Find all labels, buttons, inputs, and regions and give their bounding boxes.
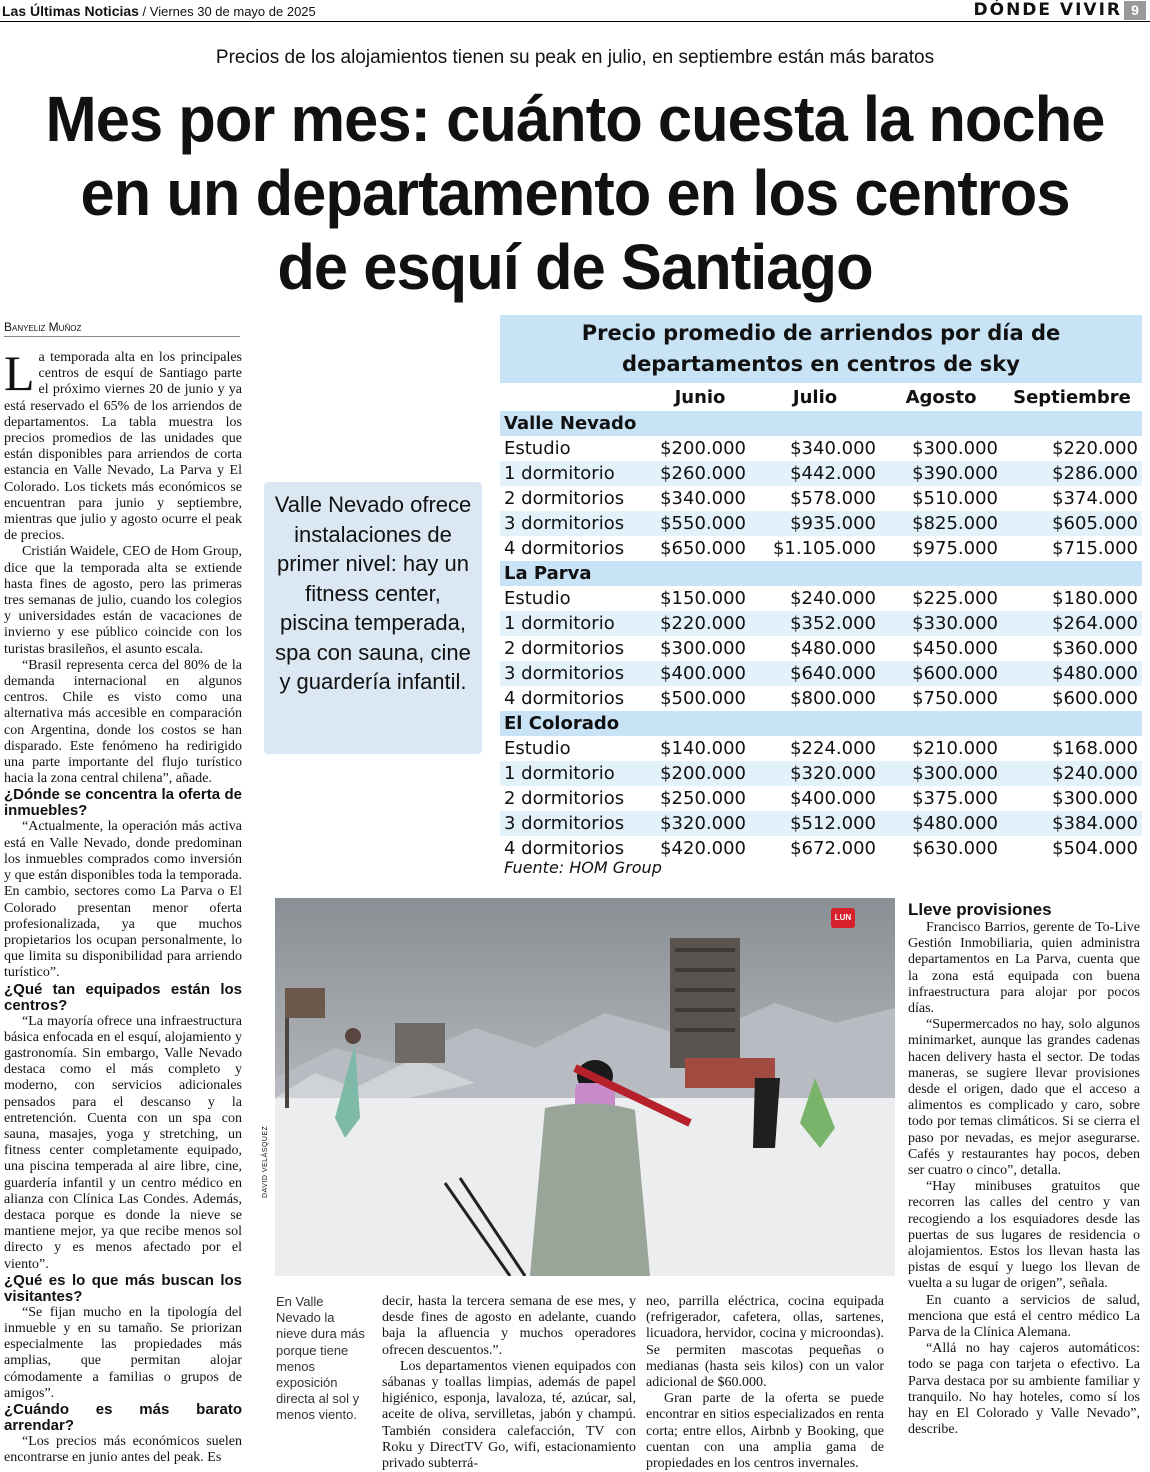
- price-cell: $286.000: [1002, 461, 1142, 486]
- subheading: Lleve provisiones: [908, 900, 1052, 919]
- price-cell: $168.000: [1052, 738, 1138, 759]
- table-row: [500, 811, 1142, 836]
- article-column-4: [646, 1294, 884, 1470]
- price-cell: $800.000: [790, 688, 876, 709]
- table-row: [500, 511, 1142, 536]
- unit-type-cell: 4 dormitorios: [504, 838, 625, 859]
- page-number: 9: [1124, 1, 1146, 20]
- price-cell: $180.000: [1052, 588, 1138, 609]
- unit-type-cell: 1 dormitorio: [500, 461, 650, 486]
- subheading: ¿Qué es lo que más buscan los visitantes?: [4, 1271, 242, 1305]
- unit-type-cell: 4 dormitorios: [504, 538, 625, 559]
- price-cell: $825.000: [880, 511, 1002, 536]
- table-row: [500, 786, 1142, 811]
- unit-type-cell: 4 dormitorios: [504, 688, 625, 709]
- unit-type-cell: 2 dormitorios: [504, 638, 625, 659]
- article-paragraph: Gran parte de la oferta se puede encontrar en sitios especializados en renta corta; entre ellos, Airbnb y Booking, que cuentan con una amplia gama de propiedades en los centros invernales.: [646, 1391, 884, 1470]
- table-group-row: [500, 561, 1142, 586]
- price-cell: $340.000: [790, 438, 876, 459]
- photo-illustration: [275, 898, 895, 1276]
- price-cell: $400.000: [790, 788, 876, 809]
- price-cell: $750.000: [912, 688, 998, 709]
- column-header: Julio: [792, 386, 838, 408]
- price-cell: $450.000: [912, 638, 998, 659]
- ski-resort-photo: [275, 898, 895, 1276]
- price-cell: $220.000: [1052, 438, 1138, 459]
- article-paragraph: “Se fijan mucho en la tipología del inmueble y en su tamaño. Se priorizan especialmente las propiedades más amplias, que permitan alojar cómodamente a familias o grupos de amigos”.: [4, 1304, 242, 1401]
- unit-type-cell: Estudio: [504, 738, 571, 759]
- table-row: [500, 661, 1142, 686]
- article-paragraph: decir, hasta la tercera semana de ese mes, y desde fines de agosto en adelante, cuando baja la afluencia y muchos operadores ofrecen descuentos.”.: [382, 1294, 636, 1358]
- price-cell: $200.000: [650, 761, 750, 786]
- photo-credit: DAVID VELÁSQUEZ: [262, 1125, 269, 1198]
- headline-line: en un departamento en los centros: [80, 157, 1070, 229]
- price-cell: $400.000: [650, 661, 750, 686]
- lun-badge: LUN: [831, 908, 855, 928]
- table-body: [500, 411, 1142, 861]
- price-cell: $672.000: [790, 838, 876, 859]
- article-paragraph: “Hay minibuses gratuitos que recorren las calles del centro y van recogiendo a los esquiadores desde las puertas de sus lugares de residencia o alojamientos. Estos los llevan hasta las pistas de esquí y luego los llevan de vuelta a su lugar de origen”, señala.: [908, 1179, 1140, 1292]
- resort-name: Valle Nevado: [500, 411, 1142, 436]
- price-cell: $300.000: [912, 438, 998, 459]
- photo-caption: En Valle Nevado la nieve dura más porque tiene menos exposición directa al sol y menos viento.: [276, 1294, 365, 1423]
- column-header: [500, 383, 650, 411]
- price-cell: $240.000: [1002, 761, 1142, 786]
- price-cell: $442.000: [750, 461, 880, 486]
- subheading: ¿Qué tan equipados están los centros?: [4, 980, 242, 1014]
- table-source: Fuente: HOM Group: [504, 858, 662, 877]
- table-group-row: [500, 411, 1142, 436]
- subheading: ¿Cuándo es más barato arrendar?: [4, 1400, 242, 1434]
- price-cell: $300.000: [880, 761, 1002, 786]
- price-cell: $260.000: [650, 461, 750, 486]
- table-row: [500, 636, 1142, 661]
- article-paragraph: “Allá no hay cajeros automáticos: todo se paga con tarjeta o efectivo. La Parva destaca por su ambiente familiar y tranquilo. No hay hoteles, como sí los hay en El Colorado y Valle Nevado”, describe.: [908, 1341, 1140, 1438]
- article-column-5: [908, 900, 1140, 1470]
- column-header: Agosto: [905, 386, 977, 408]
- table-row: [500, 761, 1142, 786]
- table-row: [500, 436, 1142, 461]
- unit-type-cell: 2 dormitorios: [504, 488, 625, 509]
- article-paragraph: “Los precios más económicos suelen encontrarse en junio antes del peak. Es: [4, 1433, 242, 1466]
- drop-cap: L: [4, 350, 35, 401]
- article-paragraph: Los departamentos vienen equipados con sábanas y toallas limpias, además de papel higiénico, esponja, lavaloza, té, azúcar, sal, aceite de oliva, servilletas, jabón y champú. También considera calefacción, TV con Roku y DirectTV Go, wifi, estacionamiento privado subterrá-: [382, 1358, 636, 1470]
- issue-date: / Viernes 30 de mayo de 2025: [138, 4, 316, 19]
- resort-name: El Colorado: [500, 711, 1142, 736]
- unit-type-cell: 2 dormitorios: [504, 788, 625, 809]
- headline-line: Mes por mes: cuánto cuesta la noche: [45, 83, 1105, 155]
- price-cell: $384.000: [1002, 811, 1142, 836]
- column-header: Junio: [674, 386, 726, 408]
- price-cell: $352.000: [750, 611, 880, 636]
- byline: Banyeliz Muñoz: [4, 320, 240, 337]
- price-cell: $510.000: [912, 488, 998, 509]
- masthead-bar: [0, 0, 1150, 22]
- pull-quote: Valle Nevado ofrece instalaciones de primer nivel: hay un fitness center, piscina temperada, spa con sauna, cine y guardería infantil.: [264, 482, 482, 754]
- newspaper-name: Las Últimas Noticias / Viernes 30 de mayo de 2025: [2, 3, 316, 19]
- price-cell: $220.000: [650, 611, 750, 636]
- price-cell: $330.000: [880, 611, 1002, 636]
- table-row: [500, 461, 1142, 486]
- article-paragraph: La temporada alta en los principales centros de esquí de Santiago parte el próximo viernes 20 de junio y ya está reservado el 65% de los arriendos de departamentos. La tabla muestra los precios promedios de las unidades que están disponibles para arriendos de corta estancia en Valle Nevado, La Parva y El Colorado. Los tickets más económicos se encuentran para junio y septiembre, mientras que julio y agosto ocurre el peak de precios.: [4, 350, 242, 544]
- price-cell: $210.000: [912, 738, 998, 759]
- kicker: Precios de los alojamientos tienen su peak en julio, en septiembre están más baratos: [215, 47, 935, 68]
- unit-type-cell: Estudio: [504, 588, 571, 609]
- price-cell: $504.000: [1052, 838, 1138, 859]
- article-column-1: [4, 350, 242, 1472]
- article-paragraph: Francisco Barrios, gerente de To-Live Gestión Inmobiliaria, quien administra departamentos en La Parva, cuenta que la zona está equipada con buena infraestructura para alojar por pocos días.: [908, 920, 1140, 1017]
- table-group-row: [500, 711, 1142, 736]
- price-table-box: [500, 315, 1142, 857]
- price-cell: $240.000: [790, 588, 876, 609]
- headline: [23, 82, 1127, 304]
- price-cell: $320.000: [650, 811, 750, 836]
- article-column-3: [382, 1294, 636, 1470]
- section-name: DÓNDE VIVIR: [973, 0, 1122, 20]
- table-row: [500, 486, 1142, 511]
- price-cell: $300.000: [1052, 788, 1138, 809]
- article-paragraph: “La mayoría ofrece una infraestructura básica enfocada en el esquí, alojamiento y gastronomía. Sin embargo, Valle Nevado destaca como el más completo y moderno, con servicios adicionales pensados para el descanso y la entretención. Cuenta con un spa con sauna, masajes, yoga y stretching, un fitness center completamente equipado, una piscina temperada al aire libre, cine, guardería infantil y un centro médico en alianza con Clínica Las Condes. Además, destaca porque es donde la nieve se mantiene mejor, ya que recibe menos sol directo y es menos afectado por el viento”.: [4, 1013, 242, 1272]
- table-header-row: [500, 383, 1142, 411]
- price-cell: $480.000: [880, 811, 1002, 836]
- price-cell: $320.000: [750, 761, 880, 786]
- unit-type-cell: 1 dormitorio: [500, 611, 650, 636]
- column-header: Septiembre: [1013, 386, 1131, 408]
- table-title-line: departamentos en centros de sky: [622, 352, 1020, 376]
- price-cell: $578.000: [790, 488, 876, 509]
- price-cell: $480.000: [790, 638, 876, 659]
- resort-name: La Parva: [500, 561, 1142, 586]
- price-table: [500, 383, 1142, 861]
- price-cell: $340.000: [660, 488, 746, 509]
- price-cell: $630.000: [912, 838, 998, 859]
- price-cell: $550.000: [650, 511, 750, 536]
- unit-type-cell: 3 dormitorios: [500, 811, 650, 836]
- price-cell: $1.105.000: [772, 538, 876, 559]
- price-cell: $420.000: [660, 838, 746, 859]
- unit-type-cell: 3 dormitorios: [500, 661, 650, 686]
- price-cell: $224.000: [790, 738, 876, 759]
- price-cell: $640.000: [750, 661, 880, 686]
- price-cell: $480.000: [1002, 661, 1142, 686]
- article-paragraph: neo, parrilla eléctrica, cocina equipada (refrigerador, cafetera, ollas, sartenes, licuadora, hervidor, cocina y microondas). Se permiten mascotas pequeñas o medianas (hasta seis kilos) con un valor adicional de $60.000.: [646, 1294, 884, 1391]
- price-cell: $375.000: [912, 788, 998, 809]
- table-row: [500, 586, 1142, 611]
- article-paragraph: En cuanto a servicios de salud, menciona que está el centro médico La Parva de la Clínica Alemana.: [908, 1292, 1140, 1341]
- price-cell: $250.000: [660, 788, 746, 809]
- article-paragraph: “Brasil representa cerca del 80% de la demanda internacional en algunos centros. Chile es visto como una alternativa más accesible en comparación con Argentina, donde los costos se han disparado. Este fenómeno ha redirigido una parte importante del flujo turístico hacia la zona central chilena”, añade.: [4, 657, 242, 787]
- headline-line: de esquí de Santiago: [277, 231, 873, 303]
- price-cell: $512.000: [750, 811, 880, 836]
- price-cell: $600.000: [1052, 688, 1138, 709]
- price-cell: $600.000: [880, 661, 1002, 686]
- price-cell: $500.000: [660, 688, 746, 709]
- price-cell: $140.000: [660, 738, 746, 759]
- price-cell: $650.000: [660, 538, 746, 559]
- price-cell: $605.000: [1002, 511, 1142, 536]
- article-paragraph: “Supermercados no hay, solo algunos minimarket, aunque las grandes cadenas hacen delivery hasta el sector. De todas maneras, se sugiere llevar provisiones desde el origen, dado que el acceso a alimentos es complicado y caro, sobre todo por temas climáticos. Si se cierra el paso por nevadas, es mejor asegurarse. Cafés y restaurantes hay pocos, deben ser cuatro o cinco”, detalla.: [908, 1017, 1140, 1179]
- unit-type-cell: 1 dormitorio: [500, 761, 650, 786]
- article-paragraph: Cristián Waidele, CEO de Hom Group, dice que la temporada alta se extiende hasta fines de agosto, pero las primeras tres semanas de julio, cuando los colegios y universidades están de vacaciones de invierno y ese público coincide con los turistas brasileños, el asunto escala.: [4, 544, 242, 657]
- price-cell: $715.000: [1052, 538, 1138, 559]
- price-cell: $374.000: [1052, 488, 1138, 509]
- price-cell: $935.000: [750, 511, 880, 536]
- article-paragraph: “Actualmente, la operación más activa está en Valle Nevado, donde predominan los inmuebles comprados como inversión y que están disponibles toda la temporada. En cambio, sectores como La Parva o El Colorado presentan menor oferta profesionalizada, ya que muchos propietarios los ocupan personalmente, lo que limita su disponibilidad para arriendo turístico”.: [4, 819, 242, 981]
- unit-type-cell: 3 dormitorios: [500, 511, 650, 536]
- subheading: ¿Dónde se concentra la oferta de inmuebles?: [4, 786, 242, 820]
- table-row: [500, 686, 1142, 711]
- table-row: [500, 536, 1142, 561]
- table-title: [500, 315, 1142, 383]
- price-cell: $200.000: [660, 438, 746, 459]
- table-title-line: Precio promedio de arriendos por día de: [581, 321, 1061, 345]
- table-row: [500, 736, 1142, 761]
- price-cell: $264.000: [1002, 611, 1142, 636]
- price-cell: $360.000: [1052, 638, 1138, 659]
- price-cell: $150.000: [660, 588, 746, 609]
- table-row: [500, 611, 1142, 636]
- price-cell: $975.000: [912, 538, 998, 559]
- unit-type-cell: Estudio: [504, 438, 571, 459]
- price-cell: $390.000: [880, 461, 1002, 486]
- price-cell: $225.000: [912, 588, 998, 609]
- price-cell: $300.000: [660, 638, 746, 659]
